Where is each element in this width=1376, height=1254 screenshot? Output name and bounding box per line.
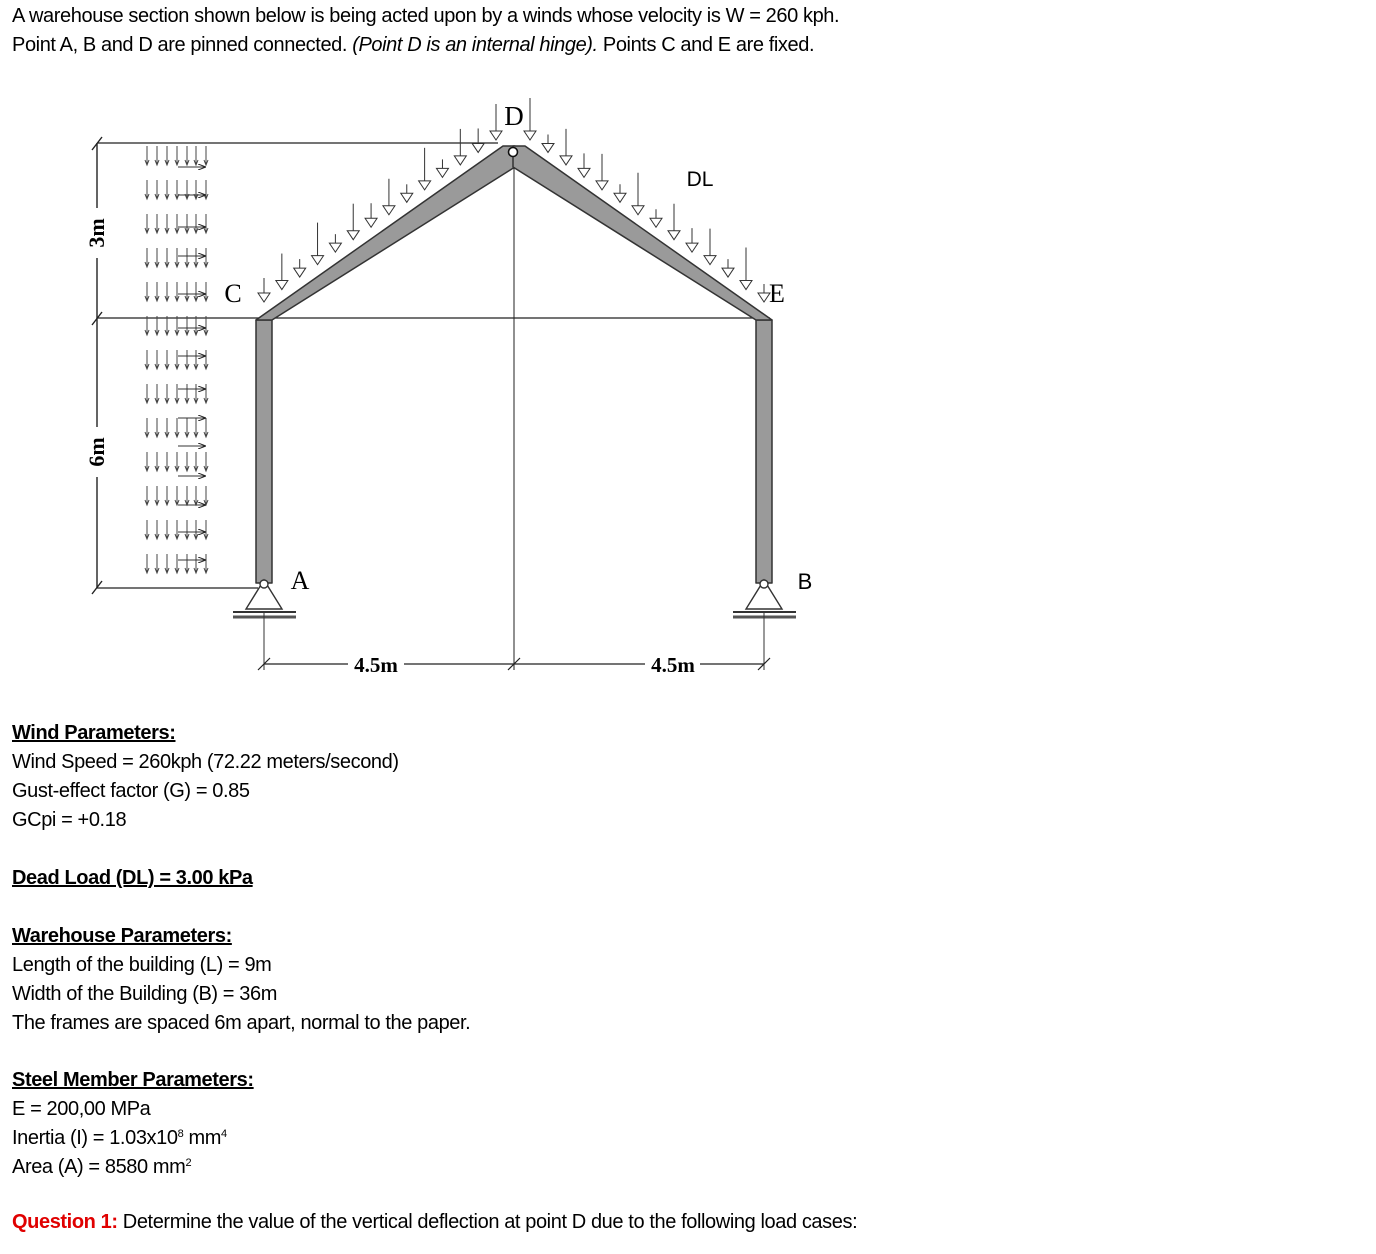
gcpi: GCpi = +0.18 [12,809,127,831]
left-rafter [256,146,515,320]
wind-parameters-section [12,719,399,835]
building-length: Length of the building (L) = 9m [12,954,272,976]
area [12,1153,254,1182]
dead-load-arrow-head [454,156,466,165]
left-dimension-line [92,137,102,594]
wind-load-diagram [145,146,208,573]
left-column [256,320,272,583]
dead-load-arrow-head [686,243,698,252]
dead-load-arrow-head [542,143,554,152]
warehouse-parameters-heading: Warehouse Parameters: [12,925,232,947]
right-column [756,320,772,583]
dead-load-arrow-head [704,256,716,265]
label-c: C [224,279,242,308]
dead-load-arrow-head [560,156,572,165]
warehouse-parameters-section [12,922,470,1038]
inertia-prefix: Inertia (I) = 1.03x10 [12,1127,178,1149]
steel-parameters-heading: Steel Member Parameters: [12,1069,254,1091]
area-exp: 2 [185,1157,192,1169]
inertia-exp: 8 [177,1128,184,1140]
dead-load-arrow-head [524,131,536,140]
label-a: A [290,566,310,595]
intro-line-2-italic: (Point D is an internal hinge). [352,34,598,56]
dead-load-heading: Dead Load (DL) = 3.00 kPa [12,867,253,889]
question-text: Determine the value of the vertical deflection at point D due to the following load cases: [117,1211,858,1233]
label-b: B [797,569,813,594]
question-1 [12,1208,857,1237]
frame-spacing: The frames are spaced 6m apart, normal to the paper. [12,1012,471,1034]
wind-parameters-heading: Wind Parameters: [12,722,176,744]
dead-load-arrow-head [472,143,484,152]
label-d: D [504,101,524,131]
dead-load-arrow-head [578,168,590,177]
dead-load-arrow-head [740,281,752,290]
dead-load-arrow-head [596,181,608,190]
elastic-modulus: E = 200,00 MPa [12,1098,151,1120]
dead-load-arrow-head [383,206,395,215]
dead-load-arrow-head [329,243,341,252]
dim-right-4-5m-label: 4.5m [651,653,695,677]
dead-load-arrow-head [490,131,502,140]
hinge-d [509,148,518,157]
inertia-unit: mm [183,1127,221,1149]
label-dl: DL [686,168,714,191]
inertia-unit-exp: 4 [221,1128,227,1140]
dead-load-arrow-head [312,256,324,265]
dead-load-arrow-head [401,193,413,202]
steel-parameters-section [12,1066,254,1182]
building-width: Width of the Building (B) = 36m [12,983,277,1005]
area-prefix: Area (A) = 8580 mm [12,1156,186,1178]
dead-load-arrow-head [650,218,662,227]
dead-load-arrow-head [365,218,377,227]
dead-load-arrow-head [632,206,644,215]
label-e: E [769,279,785,308]
intro-line-2-tail: Points C and E are fixed. [597,34,815,56]
dead-load-arrow-head [347,231,359,240]
inertia [12,1124,254,1153]
question-label: Question 1: [12,1211,118,1233]
support-b [733,580,796,670]
dim-3m-label: 3m [84,218,109,248]
intro-line-2-plain: Point A, B and D are pinned connected. [12,34,353,56]
dead-load-arrow-head [258,293,270,302]
wind-speed: Wind Speed = 260kph (72.22 meters/second) [12,751,399,773]
support-a [233,580,296,670]
gust-factor: Gust-effect factor (G) = 0.85 [12,780,250,802]
dead-load-arrow-head [276,281,288,290]
dead-load-arrow-head [614,193,626,202]
dim-left-4-5m-label: 4.5m [354,653,398,677]
dead-load-arrow-head [294,268,306,277]
dim-6m-label: 6m [84,437,109,467]
dead-load-section [12,864,253,893]
dead-load-arrow-head [722,268,734,277]
dead-load-arrow-head [419,181,431,190]
right-rafter [513,146,772,320]
intro-line-1: A warehouse section shown below is being acted upon by a winds whose velocity is W = 260 kph. [12,5,840,27]
dead-load-arrow-head [668,231,680,240]
dead-load-arrow-head [436,168,448,177]
